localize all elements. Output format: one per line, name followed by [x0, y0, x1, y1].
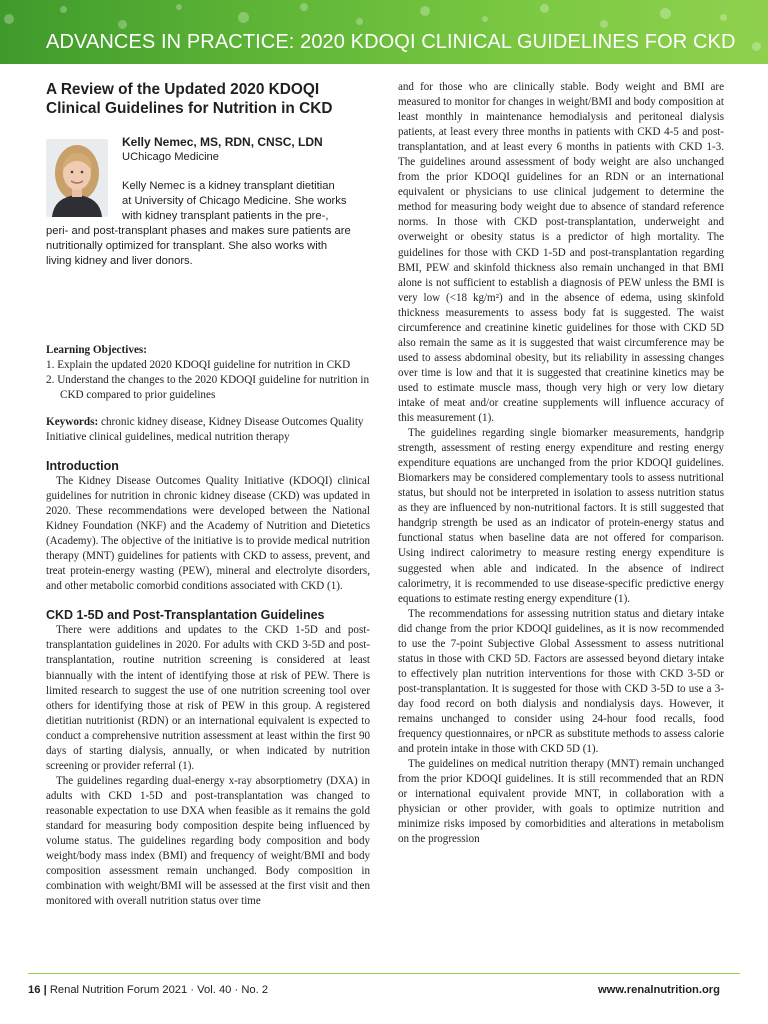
- footer-rule: [28, 973, 740, 974]
- article-title: [46, 80, 370, 118]
- learning-objective-item: 1. Explain the updated 2020 KDOQI guideline for nutrition in CKD: [46, 359, 351, 371]
- body-paragraph: The guidelines on medical nutrition therapy (MNT) remain unchanged from the prior KDOQI guidelines. It is still recommended that an RDN or international equivalent provide MNT, in collaboration with a physician or other provider, with goals to optimize nutrition and minimize risks imposed by comorbidities and alterations in metabolism on the progression: [398, 758, 724, 846]
- learning-objective-item: 2. Understand the changes to the 2020 KDOQI guideline for nutrition in CKD compared to prior guidelines: [46, 374, 370, 401]
- header-title: ADVANCES IN PRACTICE: 2020 KDOQI CLINICAL GUIDELINES FOR CKD: [46, 31, 736, 53]
- footer-separator: |: [43, 984, 47, 996]
- body-paragraph: The recommendations for assessing nutrition status and dietary intake did change from the prior KDOQI guidelines, as it is now recommended to use the 7-point Subjective Global Assessment to assess nutritional status in those with CKD 5D. Factors are assessed beyond dietary intake to effectively plan nutrition interventions for those with CKD 3-5D or post-transplantation. It is suggested for those with CKD 3-5D to use a 3-day food record on both dialysis and nondialysis days. However, it remains unchanged to consider using 24-hour food recalls, food frequency questionnaires, or nPCR as substitute methods to assess calorie and protein intake in those with CKD 5D (1).: [398, 607, 724, 756]
- body-paragraph: and for those who are clinically stable. Body weight and BMI are measured to monitor for changes in weight/BMI and body composition at least monthly in maintenance hemodialysis and peritoneal dialysis patients, at least every three months in patients with CKD 4-5 and post-transplantation, and at least every 6 months in patients with CKD 1-3. The guidelines around assessment of body weight are also unchanged from the prior KDOQI guidelines for an RDN or an international equivalent or physicians to use clinical judgement to determine the method for measuring body weight due to absence of standard reference norms. In those with CKD post-transplantation, underweight and overweight or obesity status is a predictor of high mortality. The guidelines for those with CKD 1-5D and post-transplantation regarding BMI, PEW and skinfold thickness also remain unchanged in that BMI alone is not sufficient to establish a diagnosis of PEW unless the BMI is very low (<18 kg/m²) and in the absence of edema, using skinfold thickness measurements to assess body fat is suggested. The waist circumference and creatinine kinetic guidelines for those with CKD 5D also remain the same as it is suggested that waist circumference may be used to assess abdominal obesity, but its reliability in assessing changes over time is low and that it is suggested that creatinine kinetics may be used to estimate muscle mass, though very high or very low dietary intake of meat and/or creatine supplements will influence accuracy of this measurement (1).: [398, 81, 724, 425]
- bio-line: at University of Chicago Medicine. She works: [122, 195, 347, 207]
- body-paragraph: The guidelines regarding dual-energy x-ray absorptiometry (DXA) in adults with CKD 1-5D and post-transplantation was changed to reasonable expectation to use DXA when feasible as it remains the gold standard for measuring body composition despite being influenced by volume status. The guidelines regarding body composition and body weight/body mass index (BMI) and frequency of weight/BMI and body composition assessment remain unchanged. Body composition in combination with weight/BMI will be assessed at the first visit and then monitored with overall nutrition status over time: [46, 774, 370, 908]
- page-number: 16: [28, 984, 41, 996]
- bio-line: nutritionally optimized for transplant. She also works with: [46, 240, 328, 252]
- author-block: [46, 131, 370, 267]
- header-banner: [0, 0, 768, 64]
- learning-objectives-heading: Learning Objectives:: [46, 344, 147, 356]
- body-paragraph: There were additions and updates to the CKD 1-5D and post-transplantation guidelines in 2020. For adults with CKD 3-5D and post-transplantation, routine nutrition screening is considered at least biannually with the intent of identifying those at risk of PEW. There is limited research to suggest the use of one nutrition screening tool over others for identifying those at risk of PEW in this group. A registered dietitian nutritionist (RDN) or an international equivalent is expected to conduct a comprehensive nutrition assessment at least within the first 90 days of starting dialysis, annually, or when indicated by nutrition screening or provider referral (1).: [46, 624, 370, 772]
- intro-heading: Introduction: [46, 459, 119, 473]
- body-paragraph: The guidelines regarding single biomarker measurements, handgrip strength, assessment of resting energy expenditure and resting energy expenditure equations are unchanged from the prior KDOQI guidelines. Biomarkers may be considered complementary tools to assess nutritional status, but should not be interpreted in isolation to assess nutrition status as they are influenced by non-nutritional factors. It is still suggested that handgrip strength be used as an indicator of protein-energy status and functional status when baseline data are not offered for comparison. Using indirect calorimetry to measure resting energy expenditure is suggested when able and indicated. In the absence of indirect calorimetry, it is recommended to use disease-specific predictive energy equations to estimate resting energy expenditure (1).: [398, 427, 724, 605]
- article-title-line-2: Clinical Guidelines for Nutrition in CKD: [46, 100, 333, 117]
- author-bio: [46, 179, 351, 269]
- bio-line: living kidney and liver donors.: [46, 255, 193, 267]
- bio-line: peri- and post-transplant phases and makes sure patients are: [46, 225, 351, 237]
- author-name: Kelly Nemec, MS, RDN, CNSC, LDN: [122, 135, 323, 149]
- left-column: [46, 80, 370, 909]
- website-link[interactable]: www.renalnutrition.org: [597, 984, 720, 996]
- bio-line: with kidney transplant patients in the pre-,: [122, 210, 329, 222]
- bio-line: Kelly Nemec is a kidney transplant dietitian: [122, 180, 335, 192]
- article-title-line-1: A Review of the Updated 2020 KDOQI: [46, 81, 320, 98]
- publication-info: Renal Nutrition Forum 2021 · Vol. 40 · No. 2: [49, 984, 269, 996]
- keywords-text: chronic kidney disease, Kidney Disease Outcomes Quality Initiative clinical guidelines, medical nutrition therapy: [46, 416, 364, 443]
- keywords: [46, 415, 370, 445]
- intro-paragraph: The Kidney Disease Outcomes Quality Initiative (KDOQI) clinical guidelines for nutrition in chronic kidney disease (CKD) was updated in 2020. These recommendations were developed between the National Kidney Foundation (NKF) and the Academy of Nutrition and Dietetics (Academy). The objective of the initiative is to provide medical nutrition therapy (MNT) guidelines for patients with CKD to assess, prevent, and treat protein-energy wasting (PEW), mineral and electrolyte disorders, and other metabolic comorbid conditions associated with CKD (1).: [46, 475, 370, 593]
- author-affiliation: UChicago Medicine: [122, 151, 220, 163]
- section-heading: CKD 1-5D and Post-Transplantation Guidelines: [46, 608, 325, 623]
- footer-left: [28, 984, 268, 996]
- right-column: [398, 80, 724, 847]
- keywords-label: Keywords:: [46, 416, 99, 428]
